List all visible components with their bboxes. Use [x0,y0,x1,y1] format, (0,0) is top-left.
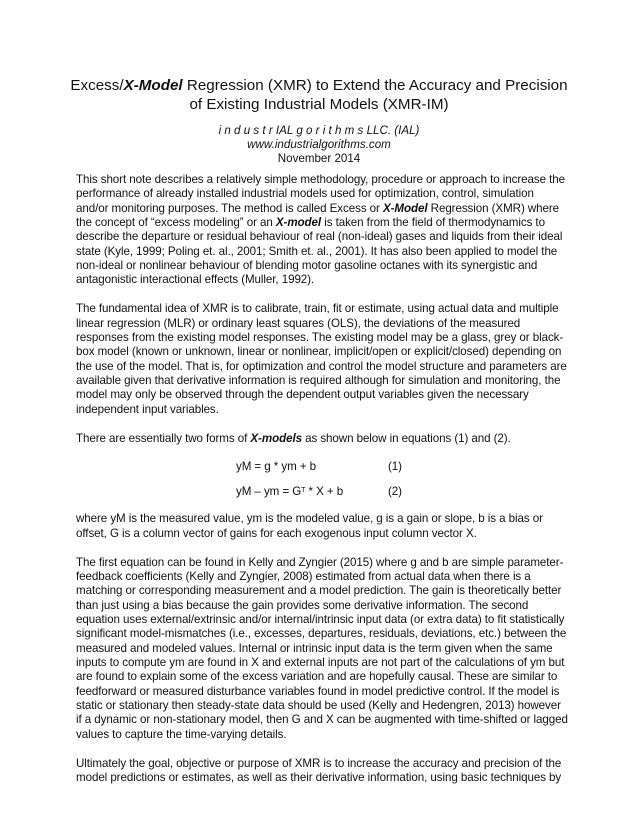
company-name: i n d u s t r IAL g o r i t h m s LLC. (IAL) [218,124,420,137]
equation-1-expression [236,460,316,474]
p3-text-b: as shown below in equations (1) and (2). [301,431,511,445]
document-meta [60,124,578,166]
equation-2-number: (2) [388,485,402,499]
equation-2-text-a: yM – ym = G [236,485,302,499]
title-emphasis: X-Model [123,77,183,94]
paragraph-goal: Ultimately the goal, objective or purpose of XMR is to increase the accuracy and precision of the model predictions or estimates, as well as their derivative information, using basic techniques by [76,756,562,784]
paragraph-forms [76,432,568,446]
document-date: November 2014 [277,152,361,165]
p3-text-a: There are essentially two forms of [76,431,251,445]
paragraph-intro [76,173,568,288]
equation-1 [76,460,568,474]
p1-text-b: Regression (XMR) where the concept of “excess modeling” or an [76,201,560,230]
company-website: www.industrialgorithms.com [247,138,391,151]
p1-emphasis-2: X-model [275,216,322,230]
equation-1-number: (1) [388,460,402,474]
title-line-2: of Existing Industrial Models (XMR-IM) [189,96,449,113]
equation-1-text: yM = g * ym + b [236,460,316,474]
title-suffix: Regression (XMR) to Extend the Accuracy and Precision [182,77,568,94]
document-body [76,173,568,800]
paragraph-first-equation: The first equation can be found in Kelly and Zyngier (2015) where g and b are simple parameter- feedback coefficients (Kelly and Zyngier, 2008) estimated from actual data when there is a matching or corresponding measurement and a model prediction. The gain is theoretically better than just using a bias because the gain provides some derivative information. The second equation uses external/extrinsic and/or internal/intrinsic input data (or extra data) to fit statistically significant model-mismatches (i.e., excesses, departures, residuals, deviations, etc.) between the measured and modeled values. Internal or intrinsic input data is the term given when the same inputs to compute ym are found in X and external inputs are not part of the calculations of ym but are found to explain some of the excess variation and are hopefully causal. These are similar to feedforward or measured disturbance variables found in model predictive control. If the model is static or stationary then steady-state data should be used (Kelly and Hedengren, 2013) however if a dynamic or non-stationary model, then G and X can be augmented with time-shifted or lagged values to capture the time-varying details. [76,555,568,741]
document-title [60,76,578,114]
paragraph-definitions: where yM is the measured value, ym is the modeled value, g is a gain or slope, b is a bias or offset, G is a column vector of gains for each exogenous input column vector X. [76,512,543,540]
p1-text-a: This short note describes a relatively simple methodology, procedure or approach to increase the performance of already installed industrial models used for optimization, control, simulation and/or monitoring purposes. The method is called Excess or [76,173,565,215]
equation-2-transpose: T [301,487,306,495]
p1-emphasis-1: X-Model [382,201,428,215]
p1-text-c: is taken from the field of thermodynamics to describe the departure or residual behaviour of real (non-ideal) gases and liquids from their ideal state (Kyle, 1999; Poling et. al., 2001; Smith et. al., 2001). It has also been applied to model the non-ideal or nonlinear behaviour of blending motor gasoline octanes with its synergistic and antagonistic interactional effects (Muller, 1992). [76,216,563,287]
equation-2-text-b: * X + b [305,485,344,499]
equation-2 [76,485,568,499]
paragraph-fundamental-idea: The fundamental idea of XMR is to calibrate, train, fit or estimate, using actual data and multiple linear regression (MLR) or ordinary least squares (OLS), the deviations of the measured responses from the existing model responses. The existing model may be a glass, grey or black-box model (known or unknown, linear or nonlinear, implicit/open or explicit/closed) depending on the use of the model. That is, for optimization and control the model structure and parameters are available given that derivative information is required although for simulation and monitoring, the model may only be observed through the dependent output variables given the necessary independent input variables. [76,302,567,416]
equation-2-expression [236,485,343,499]
p3-emphasis: X-models [250,431,302,445]
title-prefix: Excess/ [70,77,124,94]
